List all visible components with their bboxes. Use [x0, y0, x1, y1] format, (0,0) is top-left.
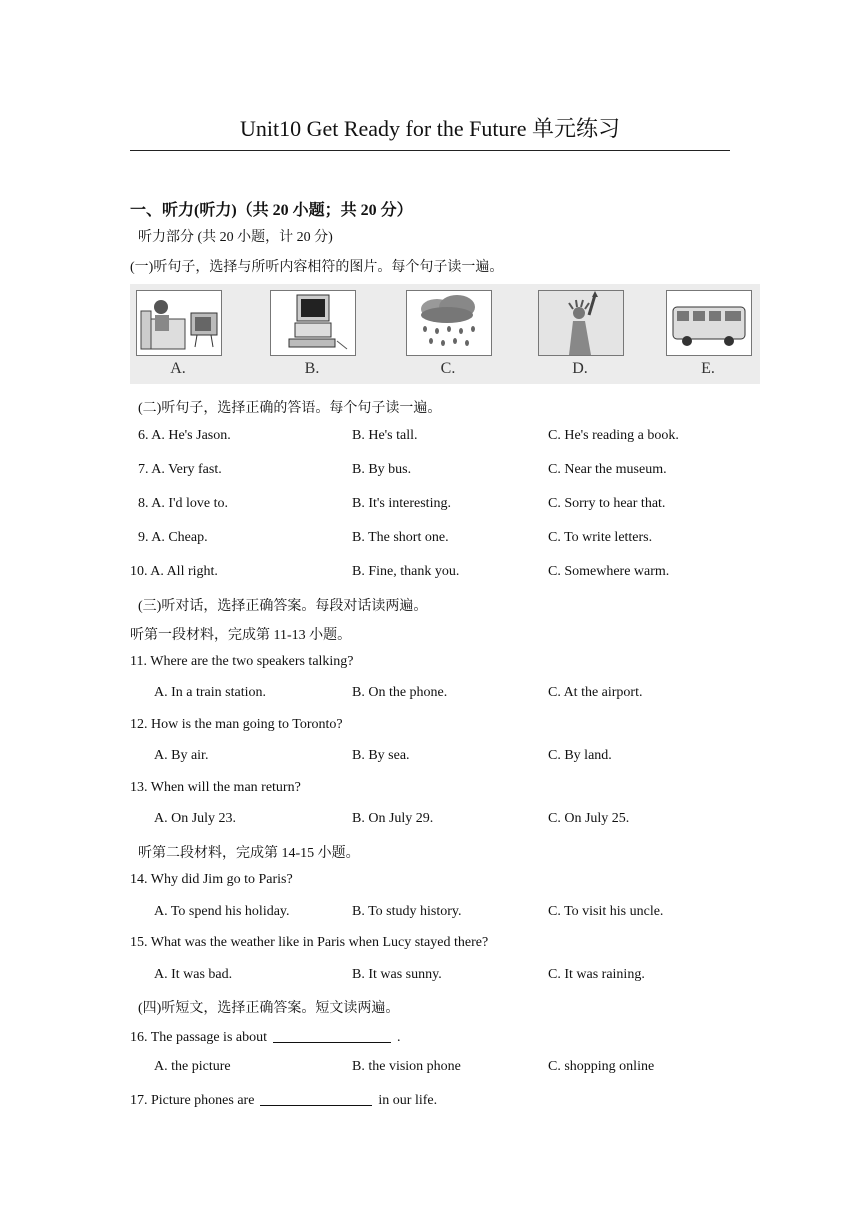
question-row: [0, 1059, 860, 1079]
woman-watching-tv-icon: [137, 291, 221, 355]
question-stem: 11. Where are the two speakers talking?: [130, 654, 354, 669]
option-b: B. The short one.: [352, 530, 449, 545]
question-stem: [130, 1028, 401, 1046]
material-note: 听第一段材料，完成第 11-13 小题。: [130, 628, 352, 643]
question-row: [0, 685, 860, 705]
picture-a: [136, 290, 222, 356]
option-c: C. Sorry to hear that.: [548, 496, 666, 511]
question-stem: 14. Why did Jim go to Paris?: [130, 872, 293, 887]
picture-b: [270, 290, 356, 356]
option-a: A. the picture: [154, 1059, 231, 1074]
option-b: B. It was sunny.: [352, 967, 442, 982]
option-c: C. It was raining.: [548, 967, 645, 982]
option-c: C. On July 25.: [548, 811, 630, 826]
option-b: B. To study history.: [352, 904, 462, 919]
picture-strip: [130, 284, 760, 384]
picture-c: [406, 290, 492, 356]
question-stem: 15. What was the weather like in Paris when Lucy stayed there?: [130, 935, 489, 950]
answer-blank: [273, 1028, 391, 1043]
option-a: 9. A. Cheap.: [138, 530, 208, 545]
question-row: [0, 428, 860, 448]
question-stem: [130, 1091, 437, 1109]
statue-of-liberty-icon: [539, 291, 623, 355]
question-stem: 13. When will the man return?: [130, 780, 301, 795]
option-a: A. To spend his holiday.: [154, 904, 290, 919]
picture-letter: D.: [572, 360, 588, 377]
bus-icon: [667, 291, 751, 355]
rain-cloud-icon: [407, 291, 491, 355]
stem-text: 16. The passage is about: [130, 1030, 267, 1045]
question-row: [0, 967, 860, 987]
stem-end: .: [397, 1030, 401, 1045]
option-c: C. Somewhere warm.: [548, 564, 670, 579]
option-a: A. On July 23.: [154, 811, 237, 826]
question-row: [0, 496, 860, 516]
picture-e: [666, 290, 752, 356]
part4-instruction: (四)听短文，选择正确答案。短文读两遍。: [138, 1001, 400, 1016]
question-row: [0, 530, 860, 550]
option-c: C. He's reading a book.: [548, 428, 679, 443]
option-c: C. By land.: [548, 748, 612, 763]
option-c: C. Near the museum.: [548, 462, 667, 477]
question-row: [0, 564, 860, 584]
option-b: B. On the phone.: [352, 685, 448, 700]
part2-instruction: (二)听句子，选择正确的答语。每个句子读一遍。: [138, 401, 442, 416]
material-note: 听第二段材料，完成第 14-15 小题。: [138, 846, 360, 861]
option-c: C. At the airport.: [548, 685, 643, 700]
option-c: C. To write letters.: [548, 530, 653, 545]
subsection-note: 听力部分 (共 20 小题，计 20 分): [138, 230, 333, 245]
option-a: 10. A. All right.: [130, 564, 218, 579]
picture-letter: A.: [170, 360, 186, 377]
option-a: A. It was bad.: [154, 967, 233, 982]
option-a: 7. A. Very fast.: [138, 462, 222, 477]
option-b: B. the vision phone: [352, 1059, 461, 1074]
option-b: B. It's interesting.: [352, 496, 451, 511]
stem-text: 17. Picture phones are: [130, 1093, 255, 1108]
question-stem: 12. How is the man going to Toronto?: [130, 717, 343, 732]
picture-letter: B.: [304, 360, 320, 377]
stem-end: in our life.: [378, 1093, 438, 1108]
title-divider: [130, 150, 730, 151]
answer-blank: [260, 1091, 372, 1106]
part1-instruction: (一)听句子，选择与所听内容相符的图片。每个句子读一遍。: [130, 260, 504, 275]
picture-letter: E.: [701, 360, 715, 377]
computer-icon: [271, 291, 355, 355]
page-title: Unit10 Get Ready for the Future 单元练习: [239, 116, 621, 141]
option-b: B. By sea.: [352, 748, 410, 763]
part3-instruction: (三)听对话，选择正确答案。每段对话读两遍。: [138, 599, 428, 614]
picture-letter: C.: [440, 360, 456, 377]
option-a: 8. A. I'd love to.: [138, 496, 229, 511]
picture-d: [538, 290, 624, 356]
option-b: B. On July 29.: [352, 811, 434, 826]
section-heading: 一、听力(听力)（共 20 小题；共 20 分）: [130, 202, 413, 219]
option-b: B. Fine, thank you.: [352, 564, 460, 579]
option-c: C. To visit his uncle.: [548, 904, 664, 919]
question-row: [0, 462, 860, 482]
option-a: A. By air.: [154, 748, 209, 763]
option-a: 6. A. He's Jason.: [138, 428, 231, 443]
question-row: [0, 904, 860, 924]
question-row: [0, 748, 860, 768]
option-c: C. shopping online: [548, 1059, 655, 1074]
option-a: A. In a train station.: [154, 685, 266, 700]
option-b: B. By bus.: [352, 462, 412, 477]
option-b: B. He's tall.: [352, 428, 418, 443]
question-row: [0, 811, 860, 831]
